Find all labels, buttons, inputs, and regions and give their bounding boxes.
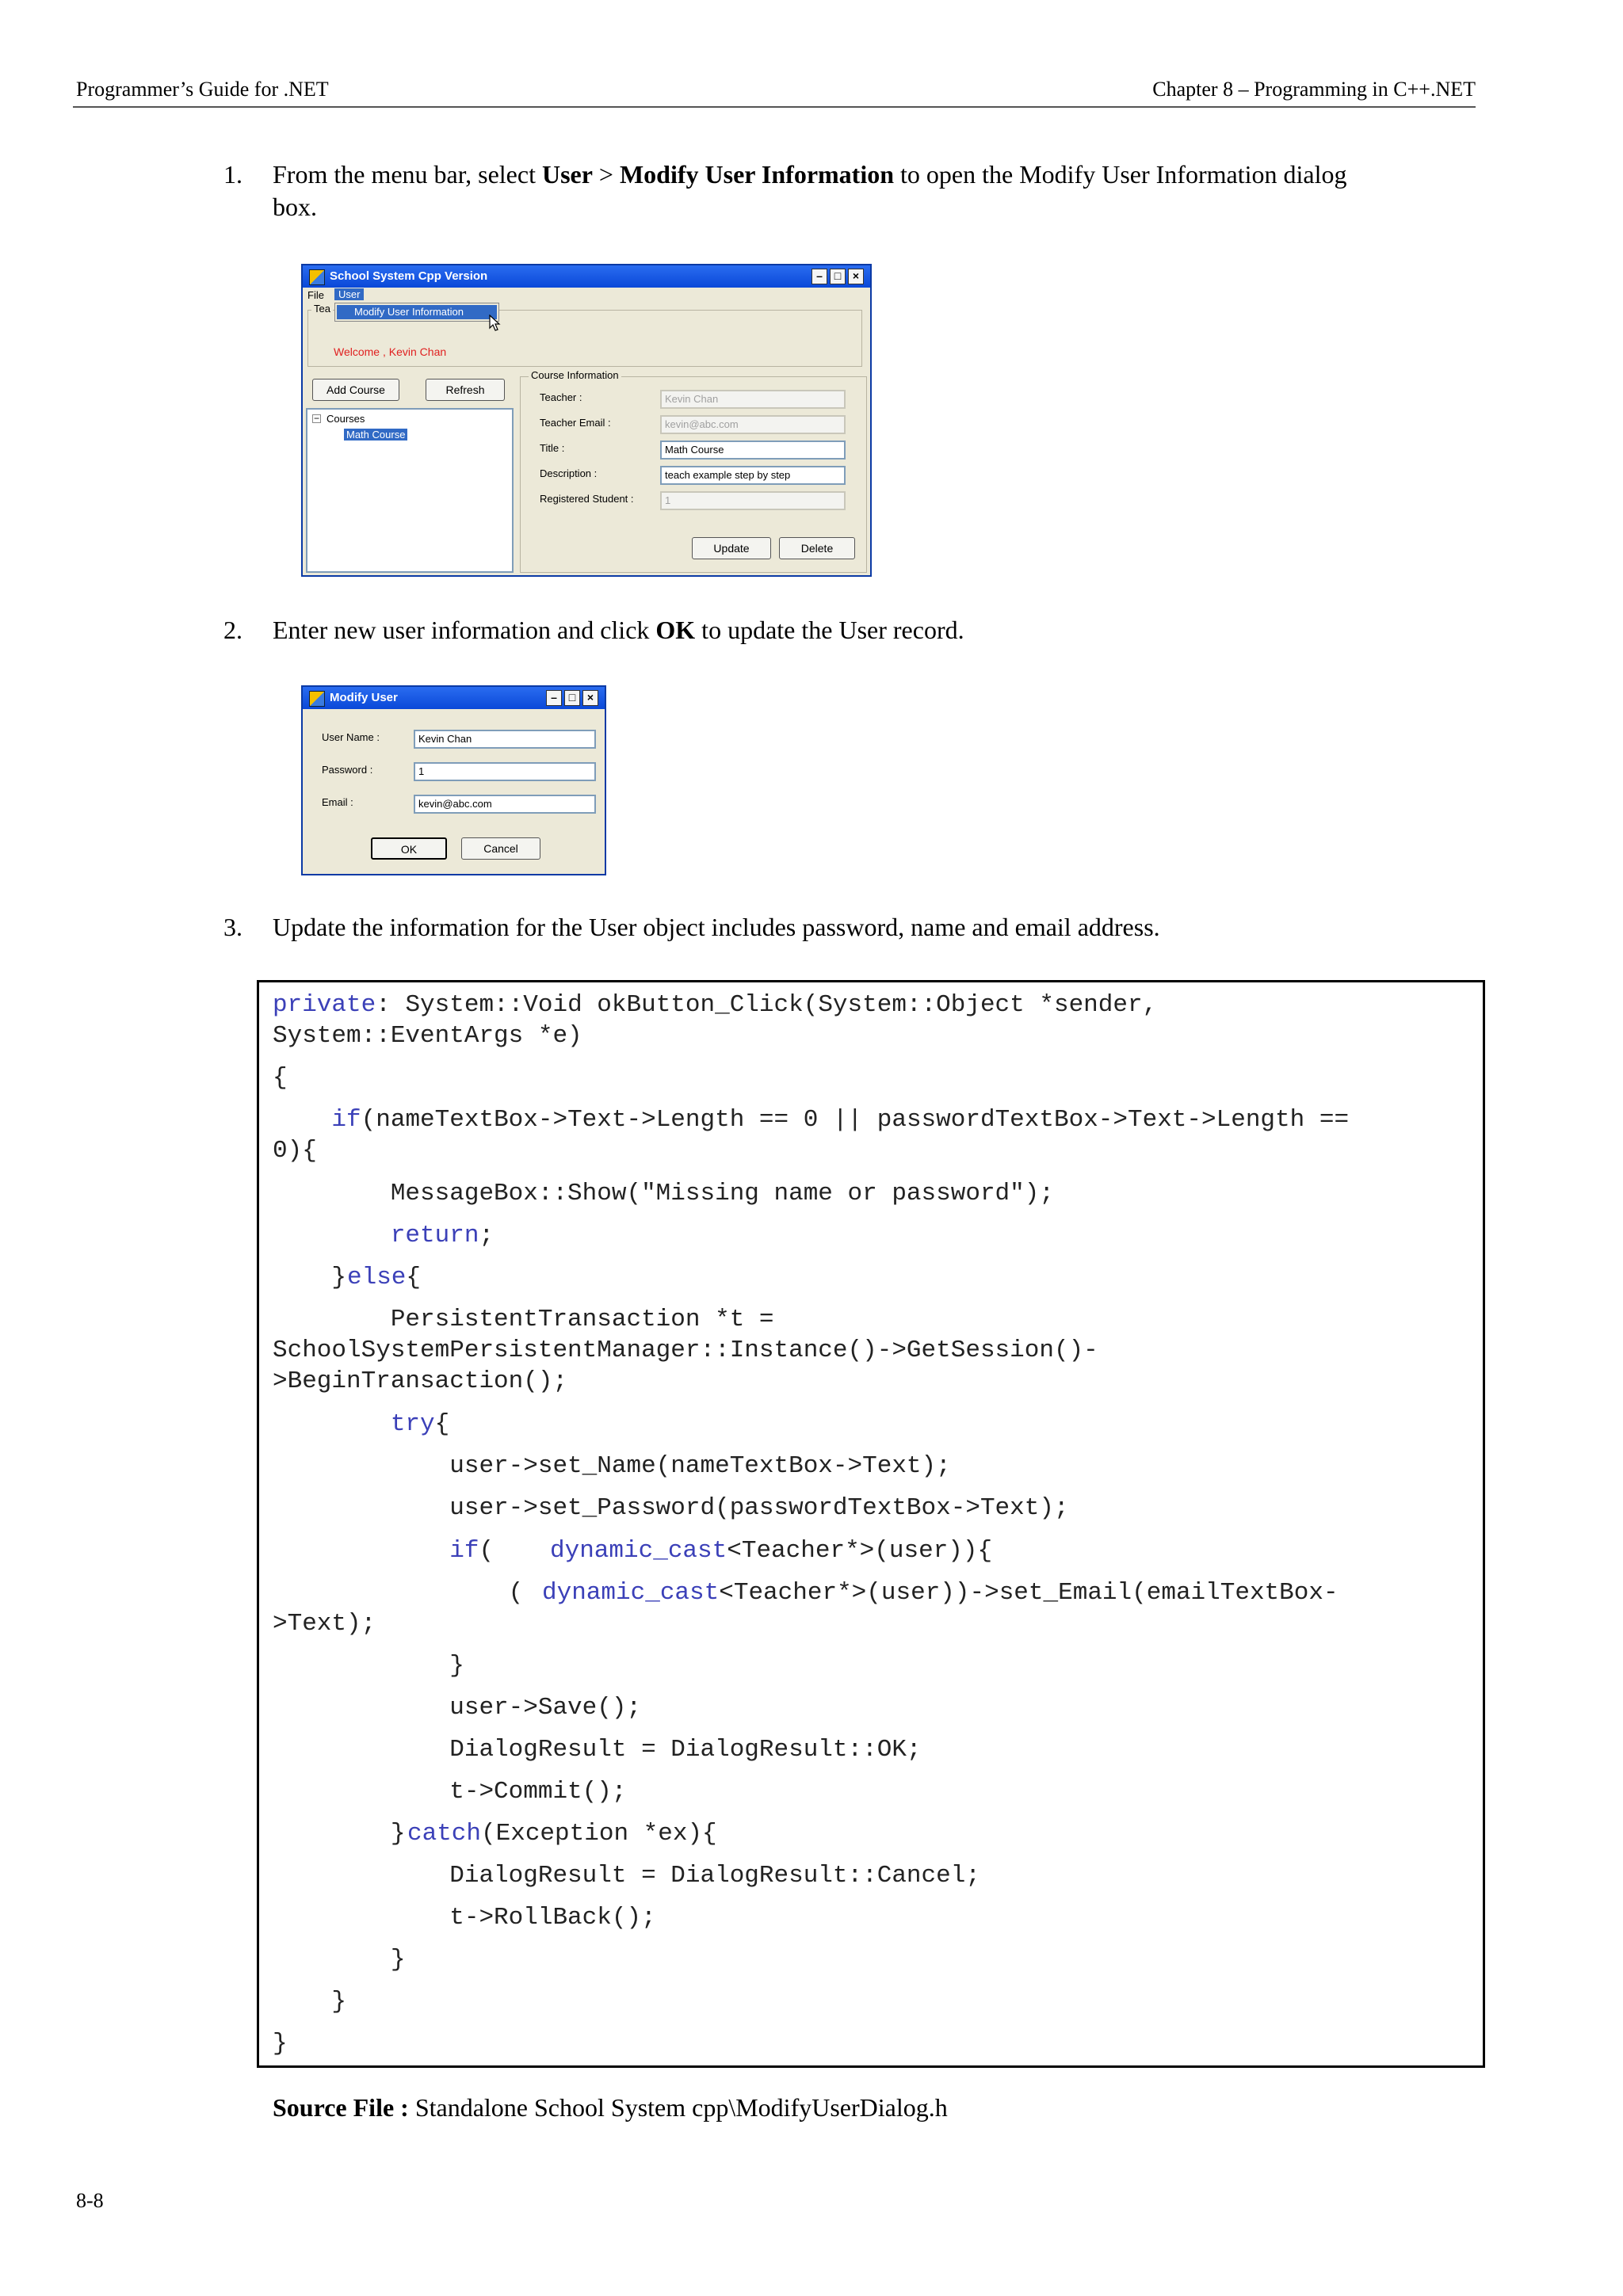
user-dropdown — [334, 303, 499, 322]
code-line: user->set_Name(nameTextBox->Text); — [273, 1452, 951, 1480]
code-line: else{ — [347, 1264, 422, 1291]
update-button[interactable]: Update — [692, 537, 771, 559]
code-line: t->Commit(); — [273, 1778, 627, 1806]
code-keyword: catch — [407, 1820, 482, 1848]
code-line: try{ — [390, 1410, 450, 1438]
registered-student-field[interactable]: 1 — [660, 491, 846, 510]
code-keyword: if — [331, 1106, 361, 1134]
title-label: Title : — [540, 442, 565, 454]
dialog-title-text: Modify User — [330, 691, 398, 704]
code-keyword: private — [273, 991, 376, 1019]
source-file-path: Standalone School System cpp\ModifyUserDialog.h — [408, 2093, 948, 2122]
refresh-button[interactable]: Refresh — [426, 379, 505, 401]
code-line: if(nameTextBox->Text->Length == 0 || passwordTextBox->Text->Length == — [331, 1106, 1350, 1134]
text-run: From the menu bar, select — [273, 160, 542, 189]
text-run: box. — [273, 193, 317, 221]
course-tree[interactable] — [306, 408, 514, 573]
code-line: private: System::Void okButton_Click(System::Object *sender, — [273, 991, 1158, 1019]
text-run: to update the User record. — [695, 616, 964, 644]
tree-root-courses[interactable]: Courses — [327, 413, 365, 425]
window-title-text: School System Cpp Version — [330, 269, 488, 283]
code-line: SchoolSystemPersistentManager::Instance()->GetSession()- — [273, 1337, 1098, 1364]
close-icon[interactable]: × — [848, 269, 864, 284]
password-field[interactable]: 1 — [414, 762, 596, 781]
ok-button[interactable]: OK — [371, 837, 447, 860]
code-line: user->Save(); — [273, 1694, 642, 1722]
code-line: dynamic_cast<Teacher*>(user)){ — [550, 1537, 993, 1565]
code-line: if( — [449, 1537, 495, 1565]
app-icon — [309, 691, 325, 707]
page-number: 8-8 — [76, 2189, 104, 2212]
code-keyword: dynamic_cast — [542, 1579, 720, 1607]
header-rule — [73, 106, 1476, 108]
header-guide-title: Programmer’s Guide for .NET — [76, 78, 329, 101]
menu-file[interactable]: File — [307, 289, 324, 301]
step-number: 2. — [223, 616, 242, 644]
maximize-icon[interactable]: □ — [830, 269, 846, 284]
code-keyword: return — [390, 1222, 479, 1249]
teacher-email-label: Teacher Email : — [540, 417, 611, 429]
code-line: DialogResult = DialogResult::OK; — [273, 1736, 922, 1764]
code-line: 0){ — [273, 1137, 317, 1165]
user-name-label: User Name : — [322, 731, 380, 743]
maximize-icon[interactable]: □ — [564, 690, 580, 706]
collapse-icon[interactable]: − — [313, 413, 319, 424]
course-information-group — [520, 369, 867, 573]
step-text — [273, 158, 1623, 223]
code-line: >Text); — [273, 1610, 376, 1638]
minimize-icon[interactable]: – — [812, 269, 827, 284]
password-label: Password : — [322, 764, 373, 776]
code-line: } — [273, 1264, 347, 1291]
menu-bar — [303, 288, 870, 303]
user-name-field[interactable]: Kevin Chan — [414, 730, 596, 749]
text-bold: OK — [655, 616, 696, 644]
text-run: to open the Modify User Information dialog — [894, 160, 1347, 189]
step-number: 1. — [223, 160, 242, 189]
code-line: t->RollBack(); — [273, 1904, 656, 1932]
code-line: dynamic_cast<Teacher*>(user))->set_Email(emailTextBox- — [542, 1579, 1338, 1607]
code-line: MessageBox::Show("Missing name or password"); — [273, 1180, 1054, 1207]
text-run: Enter new user information and click — [273, 616, 656, 644]
teacher-label: Teacher : — [540, 391, 582, 403]
modify-user-dialog — [301, 685, 606, 875]
close-icon[interactable]: × — [582, 690, 598, 706]
code-line: } — [273, 1946, 406, 1974]
minimize-icon[interactable]: – — [546, 690, 562, 706]
header-chapter-title: Chapter 8 – Programming in C++.NET — [1152, 78, 1476, 101]
source-file-label: Source File : — [273, 2093, 409, 2122]
welcome-label: Welcome , Kevin Chan — [334, 345, 447, 358]
code-line: user->set_Password(passwordTextBox->Text); — [273, 1494, 1069, 1522]
tree-item-math-course[interactable]: Math Course — [344, 429, 407, 441]
title-field[interactable]: Math Course — [660, 441, 846, 460]
code-line: { — [273, 1064, 288, 1092]
add-course-button[interactable]: Add Course — [312, 379, 399, 401]
mouse-cursor-icon — [489, 315, 502, 332]
source-file-caption — [273, 2093, 948, 2122]
step-number: 3. — [223, 913, 242, 941]
code-line: return; — [390, 1222, 495, 1249]
teacher-group-caption: Tea — [311, 303, 333, 315]
code-line: } — [273, 1652, 464, 1680]
cancel-button[interactable]: Cancel — [461, 837, 540, 860]
registered-student-label: Registered Student : — [540, 493, 634, 505]
code-line: } — [273, 2030, 288, 2058]
text-bold: Modify User Information — [619, 160, 895, 189]
menu-item-modify-user-information[interactable]: Modify User Information — [337, 305, 497, 319]
email-field[interactable]: kevin@abc.com — [414, 795, 596, 814]
code-keyword: try — [390, 1410, 435, 1438]
code-line: System::EventArgs *e) — [273, 1022, 582, 1050]
code-keyword: dynamic_cast — [550, 1537, 727, 1565]
code-line: PersistentTransaction *t = — [273, 1306, 774, 1333]
text-bold: User — [541, 160, 593, 189]
step-text — [273, 614, 1623, 646]
email-label: Email : — [322, 796, 353, 808]
teacher-email-field[interactable]: kevin@abc.com — [660, 415, 846, 434]
code-keyword: else — [347, 1264, 407, 1291]
delete-button[interactable]: Delete — [779, 537, 855, 559]
code-line: ( — [273, 1579, 524, 1607]
step-text: Update the information for the User object includes password, name and email address. — [273, 913, 1160, 941]
school-system-window — [301, 264, 872, 577]
teacher-field[interactable]: Kevin Chan — [660, 390, 846, 409]
code-line: catch(Exception *ex){ — [407, 1820, 717, 1848]
course-group-caption: Course Information — [529, 369, 621, 381]
code-line: >BeginTransaction(); — [273, 1367, 568, 1395]
app-icon — [309, 269, 325, 285]
code-line: } — [273, 1820, 406, 1848]
code-keyword: if — [449, 1537, 479, 1565]
menu-user[interactable]: User — [334, 288, 364, 300]
window-title — [303, 265, 870, 288]
code-line: DialogResult = DialogResult::Cancel; — [273, 1862, 980, 1890]
description-field[interactable]: teach example step by step — [660, 466, 846, 485]
description-label: Description : — [540, 467, 598, 479]
text-run: > — [592, 160, 620, 189]
code-line: } — [273, 1988, 347, 2016]
